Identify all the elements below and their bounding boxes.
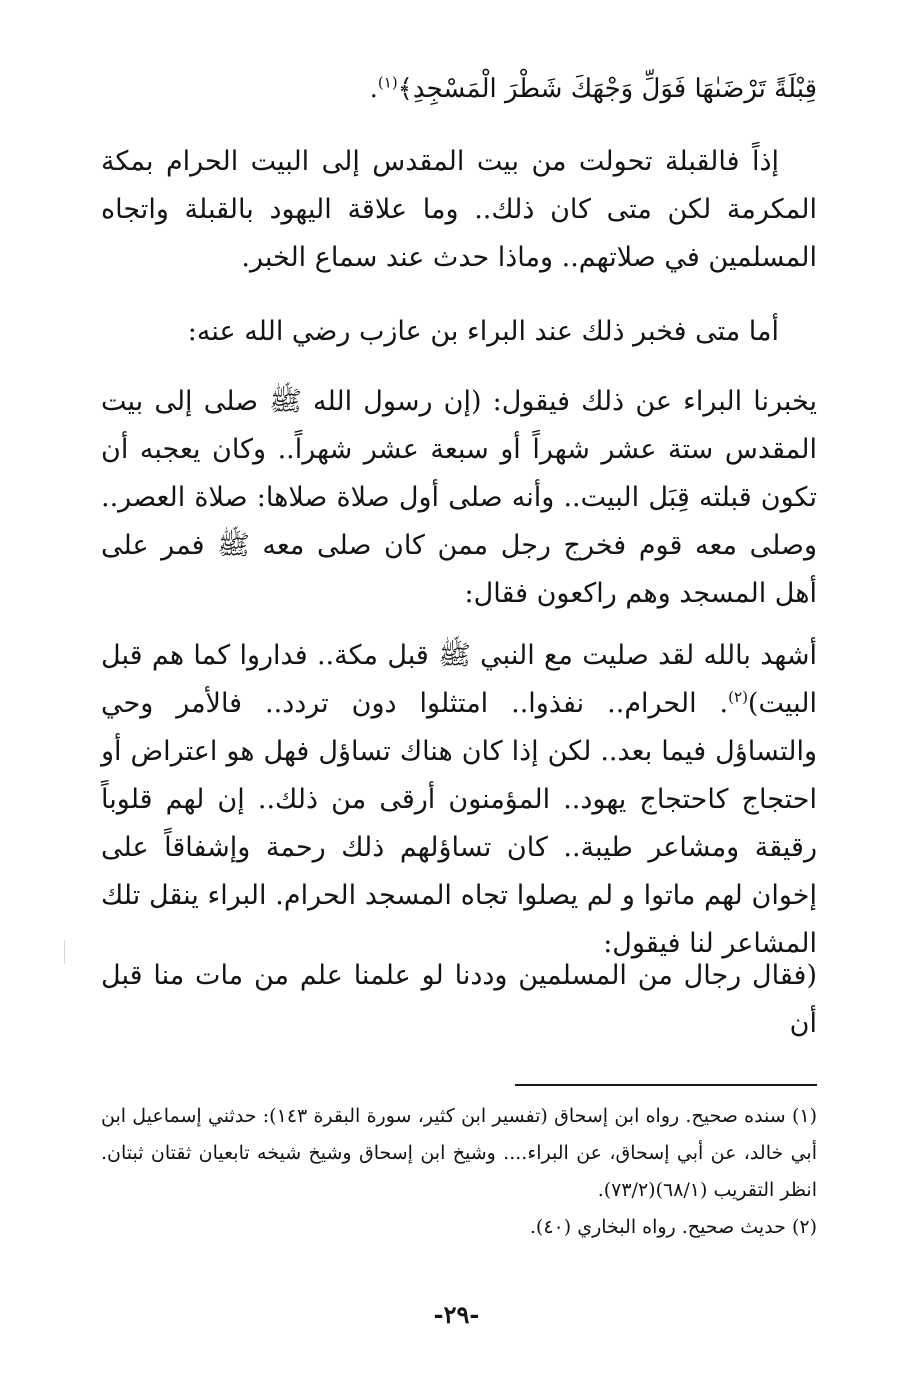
paragraph-men-said: (فقال رجال من المسلمين وددنا لو علمنا علم من مات منا قبل أن [101,960,817,1039]
footnote-ref-1: (١) [377,73,398,92]
paragraph-testimony [101,632,817,968]
testimony-commentary: . الحرام.. نفذوا.. امتثلوا دون تردد.. فالأمر وحي والتساؤل فيما بعد.. لكن إذا كان هناك تساؤل فهل هو اعتراض أو احتجاج كاحتجاج يهود.. المؤمنون أرقى من ذلك.. إن لهم قلوباً رقيقة ومشاعر طيبة.. كان تساؤلهم ذلك رحمة وإشفاقاً على إخوان لهم ماتوا و لم يصلوا تجاه المسجد الحرام. البراء ينقل تلك المشاعر لنا فيقول: [101,688,817,959]
footnote-2: (٢) حديث صحيح. رواه البخاري (٤٠). [529,1216,817,1238]
paragraph-qibla-change: إذاً فالقبلة تحولت من بيت المقدس إلى البيت الحرام بمكة المكرمة لكن متى كان ذلك.. وما علاقة اليهود بالقبلة واتجاه المسلمين في صلاتهم.. وماذا حدث عند سماع الخبر. [101,146,817,273]
margin-mark [64,940,65,964]
footnote-ref-2: (٢) [728,688,748,706]
testimony-text: أشهد بالله لقد صليت مع النبي ﷺ قبل مكة.. فداروا كما هم قبل البيت) [101,640,817,719]
paragraph-bara-intro: أما متى فخبر ذلك عند البراء بن عازب رضي الله عنه: [187,316,779,347]
footnote-1: (١) سنده صحيح. رواه ابن إسحاق (تفسير ابن كثير، سورة البقرة ١٤٣): حدثني إسماعيل ابن أبي خالد، عن أبي إسحاق، عن البراء.... وشيخ ابن إسحاق وشيخ شيخه تابعيان ثقتان ثبتان. انظر التقريب (٦٨/١)(٧٣/٢). [101,1105,817,1201]
verse-text: قِبْلَةً تَرْضَىٰهَا فَوَلِّ وَجْهَكَ شَطْرَ الْمَسْجِدِ﴾ [397,74,817,104]
footnote-divider [515,1084,817,1086]
verse-end: . [369,74,378,104]
quran-verse-line [101,66,817,112]
footnotes [101,1098,817,1246]
paragraph-bara-narration: يخبرنا البراء عن ذلك فيقول: (إن رسول الله ﷺ صلى إلى بيت المقدس ستة عشر شهراً أو سبعة عشر شهراً.. وكان يعجبه أن تكون قبلته قِبَل البيت.. وأنه صلى أول صلاة صلاها: صلاة العصر.. وصلى معه قوم فخرج رجل ممن كان صلى معه ﷺ فمر على أهل المسجد وهم راكعون فقال: [101,386,817,609]
page-number: -٢٩- [433,1300,480,1329]
